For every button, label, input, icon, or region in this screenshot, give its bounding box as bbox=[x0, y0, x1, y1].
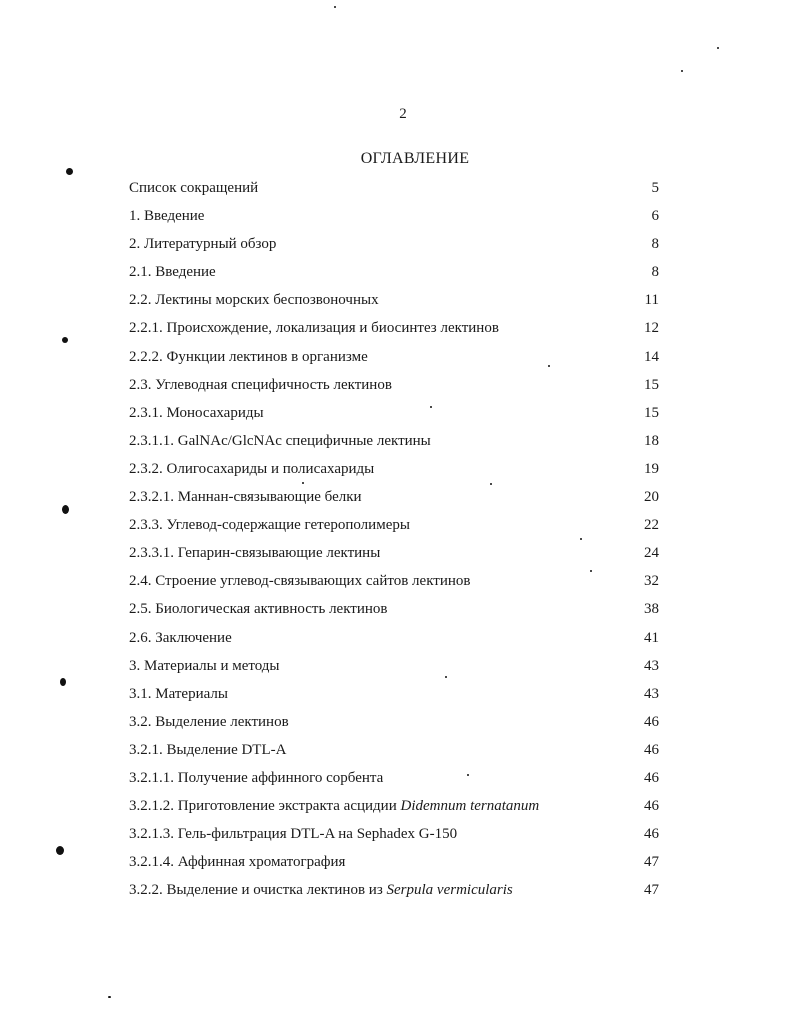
toc-entry-title: Лектины морских беспозвоночных bbox=[155, 292, 379, 309]
toc-entry bbox=[129, 708, 659, 736]
scan-speck bbox=[66, 168, 73, 175]
scan-speck bbox=[590, 570, 592, 572]
toc-entry bbox=[129, 202, 659, 230]
toc-entry-page: 18 bbox=[644, 432, 659, 449]
toc-entry-page: 14 bbox=[644, 348, 659, 365]
toc-entry-page: 46 bbox=[644, 713, 659, 730]
toc-entry bbox=[129, 343, 659, 371]
scan-speck bbox=[681, 70, 683, 72]
toc-entry-number: 3.2.1. bbox=[129, 741, 167, 758]
scan-speck bbox=[580, 538, 582, 540]
toc-entry-page: 24 bbox=[644, 545, 659, 562]
toc-entry bbox=[129, 764, 659, 792]
toc-entry-title: GalNAc/GlcNAc специфичные лектины bbox=[177, 432, 431, 449]
scan-speck bbox=[334, 6, 336, 8]
toc-entry-number: 2.3.2.1. bbox=[129, 489, 178, 506]
page-number: 2 bbox=[399, 106, 407, 122]
scan-speck bbox=[430, 406, 432, 408]
toc-entry bbox=[129, 680, 659, 708]
toc-entry-page: 15 bbox=[644, 404, 659, 421]
scan-speck bbox=[490, 483, 492, 485]
toc-entry-number: 2.5. bbox=[129, 601, 156, 618]
toc-entry-page: 15 bbox=[644, 376, 659, 393]
toc-entry-page: 46 bbox=[644, 826, 659, 843]
toc-entry-title: Аффинная хроматография bbox=[177, 854, 346, 871]
toc-entry-species-name: Didemnum ternatanum bbox=[400, 798, 540, 815]
toc-entry-page: 38 bbox=[644, 601, 659, 618]
toc-entry bbox=[129, 455, 659, 483]
toc-entry-title: Углевод-содержащие гетерополимеры bbox=[166, 517, 410, 534]
toc-entry-page: 6 bbox=[651, 208, 659, 225]
toc-entry-number: 3.2. bbox=[129, 713, 156, 730]
toc-entry bbox=[129, 174, 659, 202]
toc-entry-page: 8 bbox=[651, 264, 659, 281]
toc-entry-title: Материалы bbox=[155, 685, 228, 702]
toc-entry bbox=[129, 511, 659, 539]
toc-entry-title: Получение аффинного сорбента bbox=[177, 769, 384, 786]
toc-entry-number: 1. bbox=[129, 208, 144, 225]
toc-entry-page: 47 bbox=[644, 854, 659, 871]
scan-speck bbox=[302, 482, 304, 484]
toc-entry bbox=[129, 848, 659, 876]
toc-entry-title: Происхождение, локализация и биосинтез лектинов bbox=[166, 320, 499, 337]
toc-entry-page: 46 bbox=[644, 798, 659, 815]
toc-entry bbox=[129, 595, 659, 623]
toc-entry-page: 19 bbox=[644, 460, 659, 477]
scan-speck bbox=[548, 365, 550, 367]
toc-entry-number: 3. bbox=[129, 657, 144, 674]
toc-entry bbox=[129, 314, 659, 342]
toc-entry-title: Моносахариды bbox=[166, 404, 264, 421]
toc-entry-page: 8 bbox=[651, 236, 659, 253]
toc-entry-number: 2.6. bbox=[129, 629, 156, 646]
toc-entry-title: Гепарин-связывающие лектины bbox=[177, 545, 381, 562]
toc-entry-title: Приготовление экстракта асцидии bbox=[177, 798, 401, 815]
toc-entry-number: 3.2.1.3. bbox=[129, 826, 178, 843]
toc-entry bbox=[129, 286, 659, 314]
scan-speck bbox=[56, 846, 64, 855]
toc-entry-number: 3.2.1.2. bbox=[129, 798, 178, 815]
toc-entry-page: 46 bbox=[644, 769, 659, 786]
toc-entry bbox=[129, 427, 659, 455]
toc-entry-number: 3.2.1.4. bbox=[129, 854, 178, 871]
scan-speck bbox=[60, 678, 66, 686]
toc-entry-number: 2.2.2. bbox=[129, 348, 167, 365]
scan-speck bbox=[108, 996, 111, 998]
toc-entry bbox=[129, 483, 659, 511]
scan-speck bbox=[62, 505, 69, 514]
scan-speck bbox=[467, 774, 469, 776]
toc-entry-number: 2.3.3. bbox=[129, 517, 167, 534]
toc-entry-title: Строение углевод-связывающих сайтов лектинов bbox=[155, 573, 471, 590]
toc-entry-page: 11 bbox=[644, 292, 659, 309]
toc-entry bbox=[129, 230, 659, 258]
toc-entry-title: Гель-фильтрация DTL-A на Sephadex G-150 bbox=[177, 826, 458, 843]
toc-entry bbox=[129, 399, 659, 427]
toc-entry bbox=[129, 258, 659, 286]
toc-entry-number: 2.3.1.1. bbox=[129, 432, 178, 449]
toc-entry-page: 22 bbox=[644, 517, 659, 534]
toc-entry-species-name: Serpula vermicularis bbox=[386, 882, 513, 899]
toc-entry-number: 2.3.3.1. bbox=[129, 545, 178, 562]
toc-entry-title: Выделение и очистка лектинов из bbox=[166, 882, 387, 899]
scan-speck bbox=[717, 47, 719, 49]
toc-entry bbox=[129, 792, 659, 820]
toc-entry-number: 3.2.1.1. bbox=[129, 769, 178, 786]
toc-entry-title: Углеводная специфичность лектинов bbox=[155, 376, 392, 393]
toc-entry bbox=[129, 736, 659, 764]
toc-entry-number: 2.3. bbox=[129, 376, 156, 393]
toc-entry-number: 2.3.2. bbox=[129, 460, 167, 477]
toc-entry-number: 2.1. bbox=[129, 264, 156, 281]
toc-entry-number: 3.2.2. bbox=[129, 882, 167, 899]
toc-entry-title: Материалы и методы bbox=[144, 657, 280, 674]
toc-entry-page: 32 bbox=[644, 573, 659, 590]
toc-entry bbox=[129, 371, 659, 399]
toc-entry bbox=[129, 652, 659, 680]
toc-entry-number: 2.4. bbox=[129, 573, 156, 590]
toc-entry-number: 2.2. bbox=[129, 292, 156, 309]
toc-entry-number: 2. bbox=[129, 236, 144, 253]
toc-entry-title: Литературный обзор bbox=[144, 236, 277, 253]
toc-entry-page: 47 bbox=[644, 882, 659, 899]
toc-entry bbox=[129, 624, 659, 652]
scan-speck bbox=[62, 337, 68, 343]
toc-entry-page: 43 bbox=[644, 657, 659, 674]
toc-entry bbox=[129, 820, 659, 848]
toc-entry-page: 43 bbox=[644, 685, 659, 702]
scan-speck bbox=[445, 676, 447, 678]
toc-entry bbox=[129, 567, 659, 595]
toc-entry-page: 5 bbox=[651, 180, 659, 196]
toc-entry-title: Выделение DTL-A bbox=[166, 741, 287, 758]
toc-entry-title: Биологическая активность лектинов bbox=[155, 601, 388, 618]
toc-entry-title: Список сокращений bbox=[129, 180, 259, 196]
toc-entry bbox=[129, 876, 659, 904]
toc-entry-page: 41 bbox=[644, 629, 659, 646]
toc-entry-number: 3.1. bbox=[129, 685, 156, 702]
toc-entry bbox=[129, 539, 659, 567]
toc-entry-title: Введение bbox=[155, 264, 216, 281]
toc-entry-title: Функции лектинов в организме bbox=[166, 348, 368, 365]
toc-entry-title: Заключение bbox=[155, 629, 232, 646]
toc-entry-page: 20 bbox=[644, 489, 659, 506]
toc-entry-number: 2.3.1. bbox=[129, 404, 167, 421]
toc-entry-page: 46 bbox=[644, 741, 659, 758]
toc-entry-page: 12 bbox=[644, 320, 659, 337]
toc-entry-title: Введение bbox=[144, 208, 205, 225]
toc-entry-number: 2.2.1. bbox=[129, 320, 167, 337]
page-title: ОГЛАВЛЕНИЕ bbox=[360, 150, 470, 167]
toc-entry-title: Олигосахариды и полисахариды bbox=[166, 460, 375, 477]
toc-entry-title: Маннан-связывающие белки bbox=[177, 489, 362, 506]
toc-entry-title: Выделение лектинов bbox=[155, 713, 289, 730]
